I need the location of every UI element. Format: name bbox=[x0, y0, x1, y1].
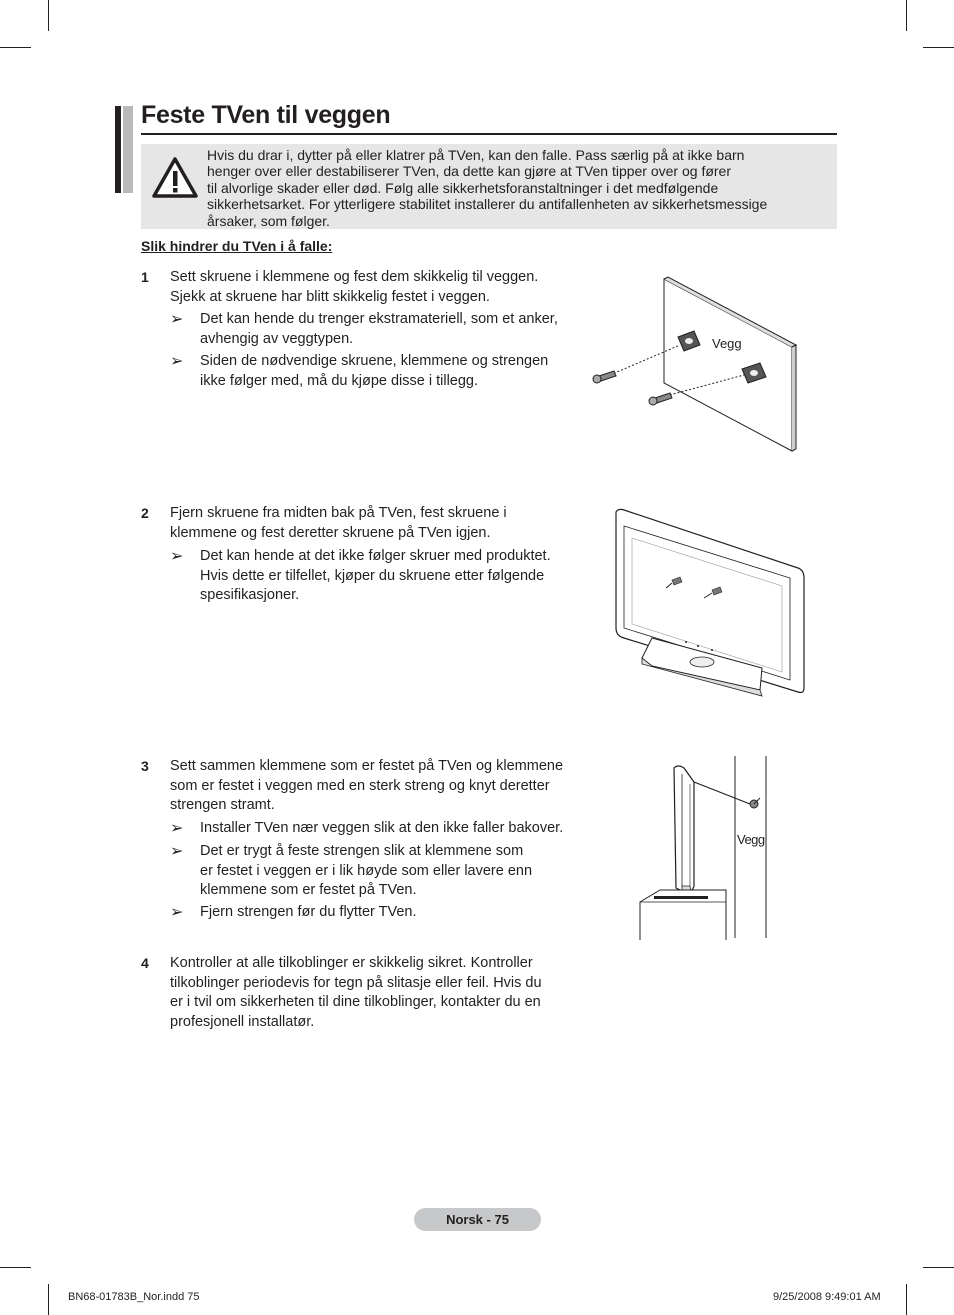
crop-mark bbox=[48, 1284, 49, 1315]
tv-back-illustration bbox=[612, 508, 807, 703]
warning-line: årsaker, som følger. bbox=[207, 212, 330, 229]
step-number: 3 bbox=[141, 758, 149, 774]
note-text bbox=[200, 352, 548, 391]
note-line: Det kan hende at det ikke følger skruer med produktet. bbox=[200, 548, 551, 564]
note-text bbox=[200, 842, 532, 901]
crop-mark bbox=[906, 1284, 907, 1315]
title-rule bbox=[141, 133, 837, 135]
crop-mark bbox=[48, 0, 49, 31]
note-line: Siden de nødvendige skruene, klemmene og strengen bbox=[200, 353, 549, 369]
arrow-bullet-icon: ➢ bbox=[170, 843, 184, 860]
step-line: er i tvil om sikkerheten til dine tilkoblinger, kontakter du en bbox=[170, 994, 541, 1010]
wall-bracket-icon bbox=[750, 798, 760, 808]
step-number: 1 bbox=[141, 269, 149, 285]
note-line: spesifikasjoner. bbox=[200, 587, 300, 603]
note-text bbox=[200, 310, 558, 349]
note-line: Hvis dette er tilfellet, kjøper du skruene etter følgende bbox=[200, 567, 545, 584]
arrow-bullet-icon: ➢ bbox=[170, 311, 184, 328]
note-line: Fjern strengen før du flytter TVen. bbox=[200, 904, 417, 920]
wall-label: Vegg bbox=[737, 832, 765, 847]
arrow-bullet-icon: ➢ bbox=[170, 820, 184, 837]
step-number: 2 bbox=[141, 505, 149, 521]
arrow-bullet-icon: ➢ bbox=[170, 548, 184, 565]
crop-mark bbox=[906, 0, 907, 31]
warning-line: henger over eller destabiliserer TVen, da dette kan gjøre at TVen tipper over og fører bbox=[207, 163, 731, 180]
crop-mark bbox=[0, 47, 31, 48]
step-text bbox=[170, 954, 542, 1032]
page-title: Feste TVen til veggen bbox=[141, 101, 391, 129]
warning-text bbox=[207, 147, 817, 229]
crop-mark bbox=[923, 47, 954, 48]
note-text bbox=[200, 903, 417, 923]
step-line: Fjern skruene fra midten bak på TVen, fest skruene i bbox=[170, 505, 507, 521]
wall-label: Vegg bbox=[712, 336, 742, 351]
arrow-bullet-icon: ➢ bbox=[170, 904, 184, 921]
wall-bracket-illustration bbox=[590, 275, 800, 455]
screw-icon bbox=[649, 393, 672, 405]
step-line: profesjonell installatør. bbox=[170, 1013, 315, 1030]
note-line: klemmene som er festet på TVen. bbox=[200, 882, 417, 898]
warning-triangle-icon bbox=[152, 157, 198, 199]
subheading: Slik hindrer du TVen i å falle: bbox=[141, 238, 333, 254]
heading-side-bar bbox=[115, 106, 121, 193]
note-line: ikke følger med, må du kjøpe disse i tillegg. bbox=[200, 372, 479, 389]
step-line: Kontroller at alle tilkoblinger er skikkelig sikret. Kontroller bbox=[170, 955, 533, 971]
step-number: 4 bbox=[141, 955, 149, 971]
note-text bbox=[200, 547, 551, 606]
arrow-bullet-icon: ➢ bbox=[170, 353, 184, 370]
tv-side-view-illustration bbox=[636, 754, 776, 940]
file-slug: BN68-01783B_Nor.indd 75 bbox=[68, 1291, 200, 1303]
warning-line: Hvis du drar i, dytter på eller klatrer på TVen, kan den falle. Pass særlig på at ikke barn bbox=[207, 147, 745, 163]
step-line: klemmene og fest deretter skruene på TVen igjen. bbox=[170, 524, 491, 541]
screw-icon bbox=[593, 371, 616, 383]
date-slug: 9/25/2008 9:49:01 AM bbox=[773, 1291, 881, 1303]
note-text bbox=[200, 819, 563, 839]
warning-line: sikkerhetsarket. For ytterligere stabilitet installerer du antifallenheten av sikkerhetsmessige bbox=[207, 196, 768, 213]
step-line: strengen stramt. bbox=[170, 797, 275, 813]
note-line: Det er trygt å feste strengen slik at klemmene som bbox=[200, 843, 524, 859]
step-line: Sjekk at skruene har blitt skikkelig festet i veggen. bbox=[170, 288, 490, 305]
note-line: Det kan hende du trenger ekstramateriell, som et anker, bbox=[200, 311, 558, 327]
note-line: avhengig av veggtypen. bbox=[200, 330, 354, 347]
step-line: Sett skruene i klemmene og fest dem skikkelig til veggen. bbox=[170, 269, 539, 285]
warning-line: til alvorlige skader eller død. Følg alle sikkerhetsforanstaltninger i det medfølgende bbox=[207, 179, 719, 196]
note-line: er festet i veggen er i lik høyde som eller lavere enn bbox=[200, 862, 533, 879]
step-line: tilkoblinger periodevis for tegn på slitasje eller feil. Hvis du bbox=[170, 974, 542, 991]
heading-side-bar-shade bbox=[123, 106, 133, 193]
step-text bbox=[170, 268, 538, 307]
step-line: som er festet i veggen med en sterk streng og knyt deretter bbox=[170, 777, 550, 794]
page-number-badge: Norsk - 75 bbox=[414, 1208, 541, 1231]
crop-mark bbox=[0, 1267, 31, 1268]
step-text bbox=[170, 757, 563, 816]
step-line: Sett sammen klemmene som er festet på TVen og klemmene bbox=[170, 758, 564, 774]
crop-mark bbox=[923, 1267, 954, 1268]
note-line: Installer TVen nær veggen slik at den ikke faller bakover. bbox=[200, 820, 564, 836]
step-text bbox=[170, 504, 507, 543]
